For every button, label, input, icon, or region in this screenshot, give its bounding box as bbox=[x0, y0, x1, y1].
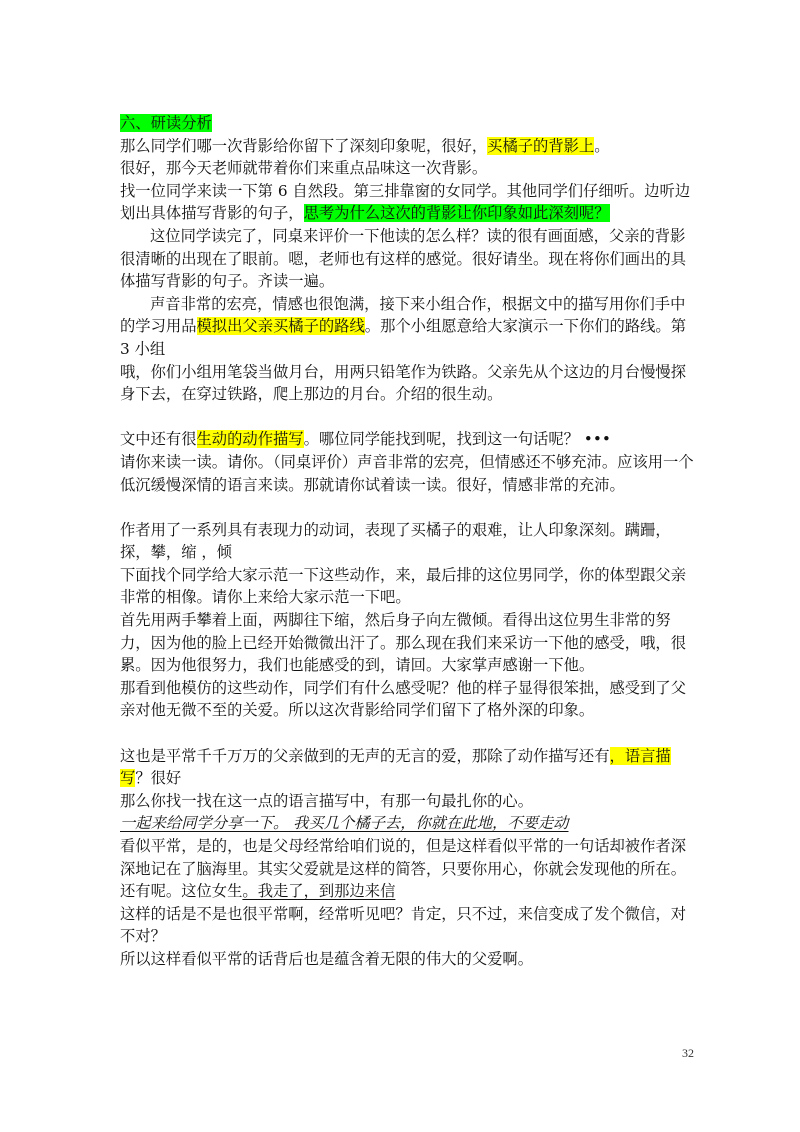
paragraph-14: 那么你找一找在这一点的语言描写中，有那一句最扎你的心。 bbox=[120, 791, 534, 810]
highlight-think-question: 思考为什么这次的背影让你印象如此深刻呢？ bbox=[303, 204, 610, 223]
highlight-language-description: ，语言描写 bbox=[120, 746, 671, 788]
paragraph-5-text: 声音非常的宏亮，情感也很饱满，接下来小组合作，根据文中的描写用你们手中的学习用品 bbox=[120, 294, 686, 336]
paragraph-3-text: 找一位同学来读一下第 6 自然段。第三排靠窗的女同学。其他同学们仔细听。边听边划出具体描写背影的句子， bbox=[120, 181, 691, 223]
heading-text: 六、研读分析 bbox=[120, 114, 212, 132]
underlined-quote: 。我走了，到那边来信 bbox=[242, 882, 396, 901]
paragraph-17-text: 还有呢。这位女生 bbox=[120, 882, 243, 901]
paragraph-7-text: 文中还有很 bbox=[120, 430, 197, 449]
paragraph-13-text: 这也是平常千千万万的父亲做到的无声的无言的爱，那除了动作描写还有 bbox=[120, 746, 610, 765]
paragraph-1-text: 那么同学们哪一次背影给你留下了深刻印象呢，很好， bbox=[120, 136, 488, 155]
paragraph-4: 这位同学读完了，同桌来评价一下他读的怎么样？读的很有画面感，父亲的背影很清晰的出现在了眼前。嗯，老师也有这样的感觉。很好请坐。现在将你们画出的具体描写背影的句子。齐读一遍。 bbox=[120, 226, 686, 291]
paragraph-18: 这样的话是不是也很平常啊，经常听见吧？肯定，只不过，来信变成了发个微信，对不对？ bbox=[120, 904, 686, 946]
paragraph-5-end: 。那个小组愿意给大家演示一下你们的路线。第 3 小组 bbox=[120, 317, 687, 358]
paragraph-1 bbox=[120, 135, 694, 158]
paragraph-8: 请你来读一读。请你。（同桌评价）声音非常的宏亮，但情感还不够充沛。应该用一个低沉缓慢深情的语言来读。那就请你试着读一读。很好，情感非常的充沛。 bbox=[120, 452, 694, 494]
paragraph-10: 下面找个同学给大家示范一下这些动作，来，最后排的这位男同学，你的体型跟父亲非常的相像。请你上来给大家示范一下吧。 bbox=[120, 565, 686, 607]
blank-line bbox=[120, 496, 694, 519]
paragraph-6: 哦，你们小组用笔袋当做月台，用两只铅笔作为铁路。父亲先从个这边的月台慢慢探身下去，在穿过铁路，爬上那边的月台。介绍的很生动。 bbox=[120, 362, 686, 404]
paragraph-17 bbox=[120, 880, 694, 903]
highlight-simulate-route: 模拟出父亲买橘子的路线 bbox=[196, 317, 365, 336]
highlight-buy-oranges: 买橘子的背影上 bbox=[487, 136, 595, 155]
paragraph-7-end: 。哪位同学能找到呢，找到这一句话呢？ ••• bbox=[303, 430, 611, 449]
document-body bbox=[120, 112, 694, 971]
paragraph-9: 作者用了一系列具有表现力的动词，表现了买橘子的艰难，让人印象深刻。蹒跚，探，攀，缩 ，倾 bbox=[120, 520, 671, 562]
paragraph-11: 首先用两手攀着上面，两脚往下缩，然后身子向左微倾。看得出这位男生非常的努力，因为他的脸上已经开始微微出汗了。那么现在我们来采访一下他的感受，哦，很累。因为他很努力，我们也能感受的到，请回。大家掌声感谢一下他。 bbox=[120, 611, 686, 675]
paragraph-16: 看似平常，是的，也是父母经常给咱们说的，但是这样看似平常的一句话却被作者深深地记在了脑海里。其实父爱就是这样的简答，只要你用心，你就会发现他的所在。 bbox=[120, 837, 686, 878]
page-number: 32 bbox=[682, 1046, 694, 1060]
paragraph-1-end: 。 bbox=[594, 136, 610, 155]
paragraph-13 bbox=[120, 745, 694, 790]
paragraph-5 bbox=[120, 293, 694, 361]
paragraph-2: 很好，那今天老师就带着你们来重点品味这一次背影。 bbox=[120, 159, 488, 178]
paragraph-15-quote: 一起来给同学分享一下。 我买几个橘子去，你就在此地，不要走动 bbox=[120, 814, 569, 833]
paragraph-7 bbox=[120, 428, 694, 451]
paragraph-12: 那看到他模仿的这些动作，同学们有什么感受呢？他的样子显得很笨拙，感受到了父亲对他无微不至的关爱。所以这次背影给同学们留下了格外深的印象。 bbox=[120, 678, 686, 720]
section-heading bbox=[120, 112, 694, 135]
highlight-action-description: 生动的动作描写 bbox=[196, 430, 304, 449]
paragraph-13-end: ？很好 bbox=[135, 769, 182, 788]
blank-line bbox=[120, 406, 694, 429]
blank-line bbox=[120, 722, 694, 745]
paragraph-19: 所以这样看似平常的话背后也是蕴含着无限的伟大的父爱啊。 bbox=[120, 949, 534, 968]
paragraph-3 bbox=[120, 180, 694, 225]
